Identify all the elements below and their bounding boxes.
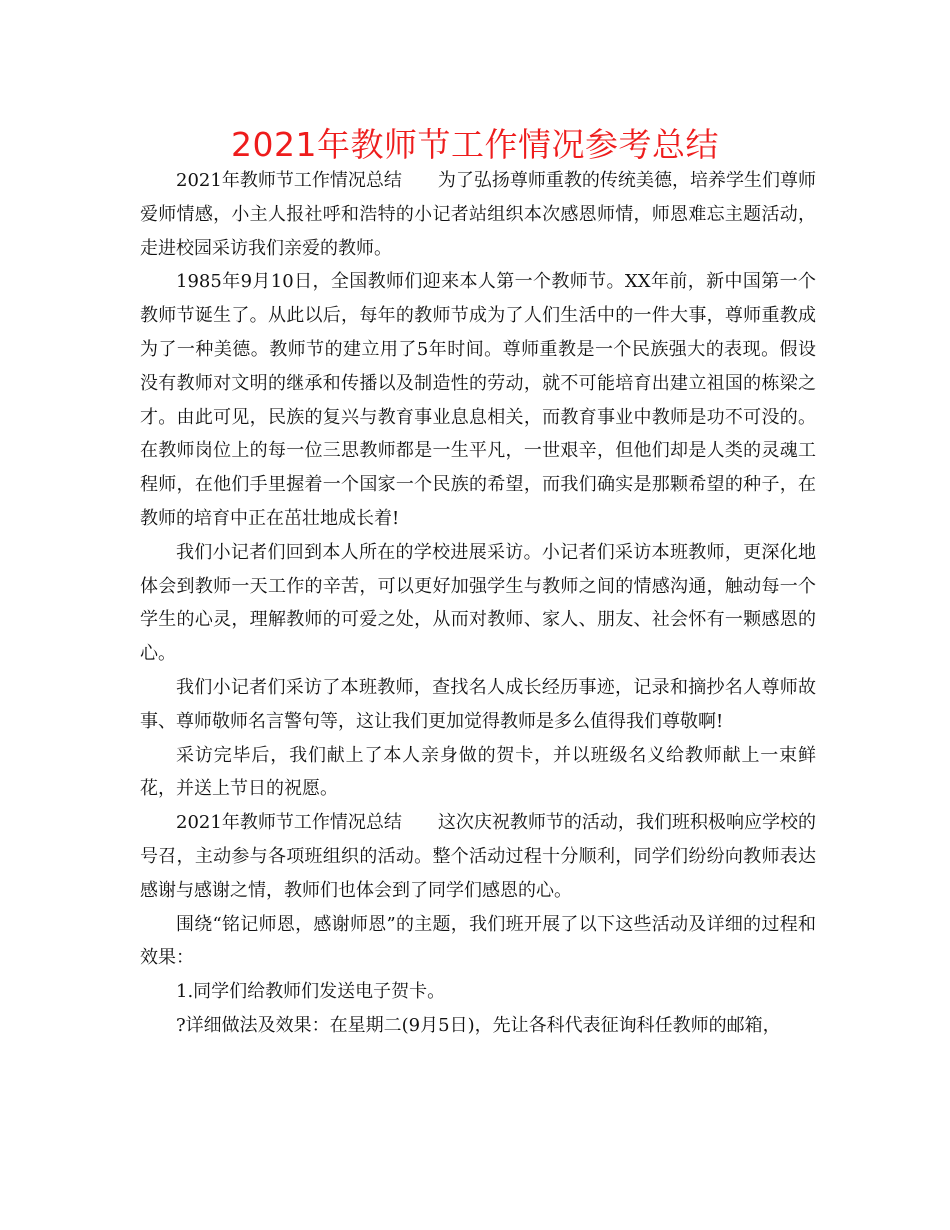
paragraph: 围绕“铭记师恩，感谢师恩”的主题，我们班开展了以下这些活动及详细的过程和效果： — [140, 913, 816, 969]
list-item: 1.同学们给教师们发送电子贺卡。 — [176, 981, 446, 1003]
paragraph: 2021年教师节工作情况总结 为了弘扬尊师重教的传统美德，培养学生们尊师爱师情感，小主人报社呼和浩特的小记者站组织本次感恩师情，师恩难忘主题活动，走进校园采访我们亲爱的教师。 — [140, 170, 816, 259]
paragraph: 采访完毕后，我们献上了本人亲身做的贺卡，并以班级名义给教师献上一束鲜花，并送上节日的祝愿。 — [140, 744, 816, 800]
paragraph: 1985年9月10日，全国教师们迎来本人第一个教师节。XX年前，新中国第一个教师节诞生了。从此以后，每年的教师节成为了人们生活中的一件大事，尊师重教成为了一种美德。教师节的建立用了5年时间。尊师重教是一个民族强大的表现。假设没有教师对文明的继承和传播以及制造性的劳动，就不可能培育出建立祖国的栋梁之才。由此可见，民族的复兴与教育事业息息相关，而教育事业中教师是功不可没的。在教师岗位上的每一位三思教师都是一生平凡，一世艰辛，但他们却是人类的灵魂工程师，在他们手里握着一个国家一个民族的希望，而我们确实是那颗希望的种子，在教师的培育中正在茁壮地成长着! — [140, 271, 816, 529]
document-title: 2021年教师节工作情况参考总结 — [231, 125, 719, 164]
paragraph: ?详细做法及效果：在星期二(9月5日)，先让各科代表征询科任教师的邮箱， — [176, 1014, 781, 1036]
paragraph: 我们小记者们采访了本班教师，查找名人成长经历事迹，记录和摘抄名人尊师故事、尊师敬师名言警句等，这让我们更加觉得教师是多么值得我们尊敬啊! — [140, 676, 816, 732]
paragraph: 2021年教师节工作情况总结 这次庆祝教师节的活动，我们班积极响应学校的号召，主动参与各项班组织的活动。整个活动过程十分顺利，同学们纷纷向教师表达感谢与感谢之情，教师们也体会到了同学们感恩的心。 — [140, 812, 816, 901]
document-body — [140, 164, 816, 1043]
paragraph: 我们小记者们回到本人所在的学校进展采访。小记者们采访本班教师，更深化地体会到教师一天工作的辛苦，可以更好加强学生与教师之间的情感沟通，触动每一个学生的心灵，理解教师的可爱之处，从而对教师、家人、朋友、社会怀有一颗感恩的心。 — [140, 541, 816, 665]
